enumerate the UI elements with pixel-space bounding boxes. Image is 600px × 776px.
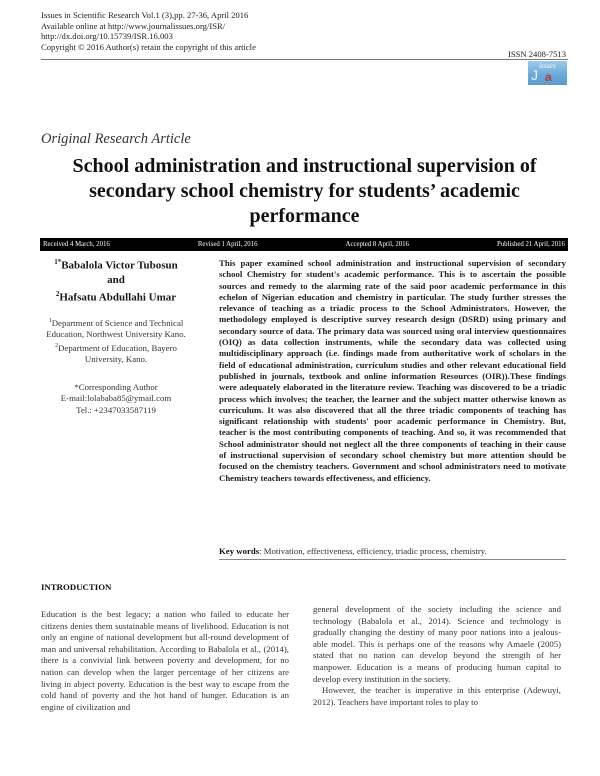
- article-type: Original Research Article: [41, 131, 191, 147]
- abstract: This paper examined school administration and instructional supervision of secondary school Chemistry for student's academic performance. This is to ascertain the possible sources and remedy to the alarming rate of the said poor academic performance in this echelon of Nigerian education and chemistry in particular. The study further stresses the relevance of teaching as a triadic process to the School Administrators. However, the methodology employed is descriptive survey research design (DSRD) using primary and secondary source of data. The primary data was sourced using oral interview questionnaires (OIQ) as data collection instruments, while the secondary data was collected using multidisciplinary approach (i.e. findings made from authoritative work of scholars in the field of educational administration, curriculum studies and other relevant educational field published in journals, textbook and online information Resources (OIR)).These findings were adequately elaborated in the literature review. Teaching was discovered to be a triadic process which involves; the teacher, the learner and the subject matter otherwise known as curriculum. It was also discovered that all the three triadic components of teaching has significant relationship with students' poor academic performance in Chemistry. But, teacher is the most contributing components of teaching. And so, it was recommended that School administrator should not neglect all the three components of teaching in their cause of instructional supervision of secondary school chemistry but more attention should be focused on the chemistry teachers. Government and school administrators need to motivate Chemistry teachers towards effectiveness, and efficiency.: [219, 258, 566, 483]
- journal-citation: Issues in Scientific Research Vol.1 (3),pp. 27-36, April 2016: [41, 10, 249, 20]
- keywords: [219, 546, 566, 560]
- author-conjunction: and: [107, 273, 125, 286]
- keywords-value: : Motivation, effectiveness, efficiency, triadic process, chemistry.: [259, 546, 487, 556]
- corresponding-label: *Corresponding Author: [74, 382, 158, 392]
- author-2-mark: 2: [55, 289, 60, 298]
- affiliation-1: [36, 316, 196, 341]
- date-published: Published 21 April, 2016: [496, 241, 565, 248]
- corresponding-phone: Tel.: +2347033587119: [76, 404, 156, 415]
- copyright-notice: Copyright © 2016 Author(s) retain the copyright of this article: [41, 41, 256, 52]
- open-access-logo-icon: [528, 61, 567, 85]
- affiliation-1-text: Department of Science and Technical Education, Northwest University Kano.: [46, 317, 186, 340]
- logo-word: issues: [539, 62, 556, 70]
- paragraph: However, the teacher is imperative in this enterprise (Adewuyi, 2012). Teachers have important roles to play to: [313, 685, 561, 707]
- logo-letter: J: [531, 67, 538, 83]
- body-column-left: [41, 609, 289, 713]
- author-1-name: Babalola Victor Tubosun: [61, 259, 178, 272]
- correspondence: [36, 382, 196, 416]
- date-accepted: Accepted 8 April, 2016: [345, 241, 409, 248]
- body-column-right: [313, 604, 561, 708]
- date-revised: Revised 1 April, 2016: [197, 241, 258, 248]
- paragraph: Education is the best legacy; a nation who failed to educate her citizens denies them sustainable means of livelihood. Education is not only an engine of national development but all-round development of man and universal rehabilitation. According to Babalola et al., (2014), there is a convivial link between poverty and development, for no nation can develop when the larger percentage of her citizens are living in abject poverty. Education is the best way to escape from the cold hand of poverty and the hot hand of hunger. Education is an engine of civilization and: [41, 609, 289, 712]
- journal-url[interactable]: Available online at http://www.journalissues.org/ISR/: [41, 20, 226, 31]
- author-2-name: Hafsatu Abdullahi Umar: [59, 291, 177, 304]
- paper-title: School administration and instructional supervision of secondary school chemistry for students’ academic performance: [72, 155, 537, 227]
- affiliations: [36, 316, 196, 365]
- affiliation-2: [36, 341, 196, 366]
- section-heading-introduction: INTRODUCTION: [41, 582, 112, 592]
- author-2: [36, 287, 196, 305]
- affiliation-2-mark: 2: [55, 342, 59, 349]
- author-1: [36, 255, 196, 273]
- publication-dates-bar: [40, 238, 568, 251]
- header-divider: [41, 59, 568, 60]
- journal-header: [41, 10, 568, 52]
- authors-block: [36, 255, 196, 304]
- affiliation-1-mark: 1: [48, 318, 52, 324]
- affiliation-2-text: Department of Education, Bayero University, Kano.: [58, 342, 177, 364]
- logo-badge: a: [545, 70, 552, 84]
- paragraph: general development of the society including the science and technology (Babalola et al., 2014). Science and technology is gradually changing the destiny of many poor nations into a jealous-able model. This is perhaps one of the reasons why Amaele (2005) stated that no nation can develop beyond the strength of her manpower. Education is a means of producing human capital to develop every institution in the society.: [313, 604, 561, 684]
- issn: ISSN 2408-7513: [507, 49, 566, 59]
- keywords-label: Key words: [219, 546, 260, 556]
- doi-link[interactable]: http://dx.doi.org/10.15739/ISR.16.003: [41, 31, 173, 42]
- corresponding-email[interactable]: E-mail:lolababa85@ymail.com: [60, 393, 172, 404]
- date-received: Received 4 March, 2016: [43, 241, 110, 248]
- author-1-mark: 1*: [54, 258, 62, 266]
